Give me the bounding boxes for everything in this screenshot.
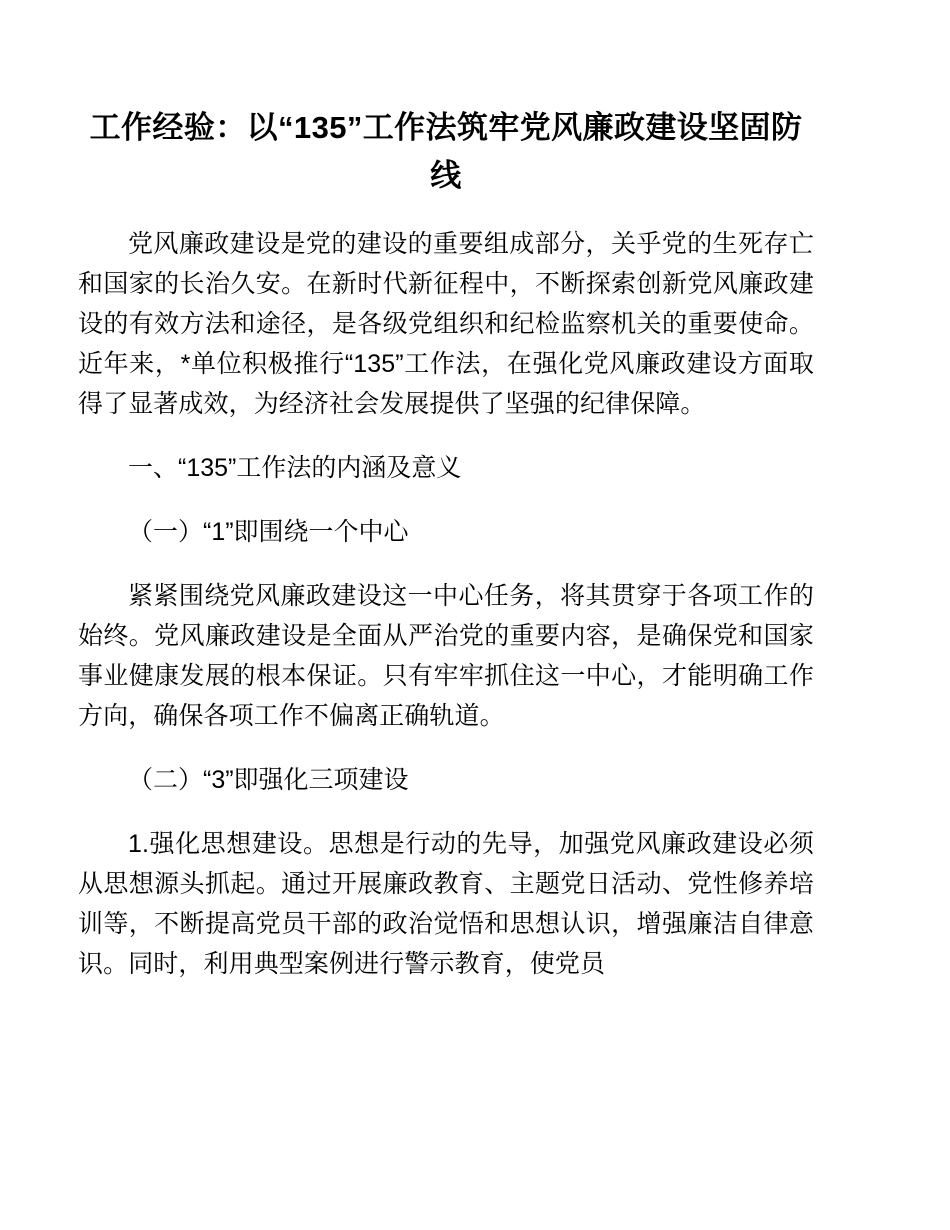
heading-subsection-two: （二）“3”即强化三项建设 — [128, 766, 409, 794]
paragraph-item-one: 1.强化思想建设。思想是行动的先导，加强党风廉政建设必须从思想源头抓起。通过开展廉政教育、主题党日活动、党性修养培训等，不断提高党员干部的政治觉悟和思想认识，增强廉洁自律意识。同时，利用典型案例进行警示教育，使党员 — [78, 830, 814, 978]
paragraph-subsection-one: 紧紧围绕党风廉政建设这一中心任务，将其贯穿于各项工作的始终。党风廉政建设是全面从严治党的重要内容，是确保党和国家事业健康发展的根本保证。只有牢牢抓住这一中心，才能明确工作方向，确保各项工作不偏离正确轨道。 — [78, 582, 814, 730]
page-title: 工作经验：以“135”工作法筑牢党风廉政建设坚固防线 — [89, 110, 803, 193]
paragraph-intro: 党风廉政建设是党的建设的重要组成部分，关乎党的生死存亡和国家的长治久安。在新时代新征程中，不断探索创新党风廉政建设的有效方法和途径，是各级党组织和纪检监察机关的重要使命。近年来，*单位积极推行“135”工作法，在强化党风廉政建设方面取得了显著成效，为经济社会发展提供了坚强的纪律保障。 — [78, 230, 814, 418]
heading-section-one: 一、“135”工作法的内涵及意义 — [128, 454, 462, 482]
heading-subsection-one: （一）“1”即围绕一个中心 — [128, 518, 409, 546]
document-body — [78, 0, 814, 984]
